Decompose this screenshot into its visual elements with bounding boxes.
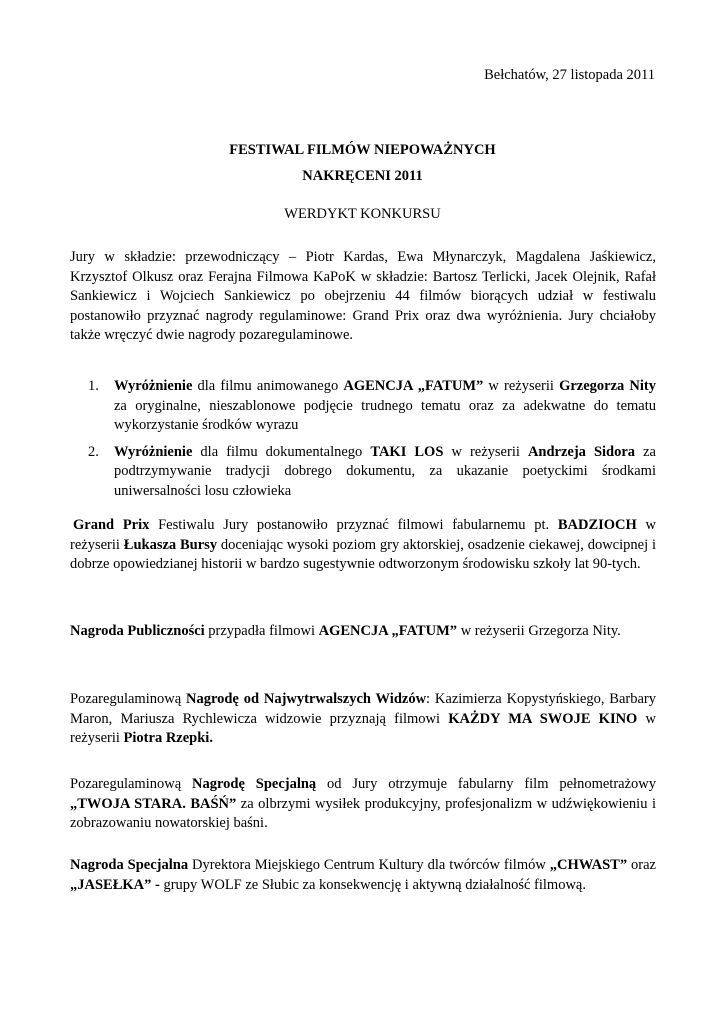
grand-prix-paragraph xyxy=(70,516,656,575)
festival-title: FESTIWAL FILMÓW NIEPOWAŻNYCH xyxy=(229,142,496,158)
text-span: w reżyserii Grzegorza Nity. xyxy=(457,623,621,639)
audience-award-paragraph xyxy=(70,622,656,642)
text-span: : Kazimierza Kopystyńskiego, Barbary Maron, Mariusza Rychlewicza widzowie przyznają filmowi xyxy=(70,691,656,727)
text-span: za oryginalne, nieszablonowe podjęcie trudnego tematu oraz za adekwatne do tematu wykorzystanie środków wyrazu xyxy=(114,397,656,433)
award-name: Nagrodę od Najwytrwalszych Widzów xyxy=(185,691,427,707)
text-span: w reżyserii xyxy=(443,443,528,460)
text-span: Pozaregulaminową xyxy=(70,776,192,792)
award-name: Grand Prix xyxy=(73,517,150,533)
award-name: Wyróżnienie xyxy=(114,378,193,394)
text-span: w reżyserii xyxy=(70,710,656,746)
text-span: doceniając wysoki poziom gry aktorskiej, osadzenie ciekawej, dowcipnej i dobrze opowiedzianej historii w bardzo sugestywnie odtworzonym środowisku szkoły lat 90-tych. xyxy=(70,536,656,572)
text-span: Dyrektora Miejskiego Centrum Kultury dla twórców filmów xyxy=(188,857,550,873)
film-title: TAKI LOS xyxy=(370,443,444,460)
text-span: oraz xyxy=(627,857,656,873)
award-name: Nagroda Specjalna xyxy=(70,857,189,873)
award-name: Wyróżnienie xyxy=(114,443,193,460)
film-title: „CHWAST” xyxy=(549,857,628,873)
director-award-paragraph xyxy=(70,856,656,895)
text-span: dla filmu animowanego xyxy=(192,378,344,394)
film-title: „JASEŁKA” - xyxy=(70,876,160,893)
text-span: w reżyserii xyxy=(483,378,560,394)
viewers-award-paragraph xyxy=(70,690,656,749)
list-text xyxy=(114,377,656,436)
list-item xyxy=(88,377,656,436)
list-item xyxy=(88,443,656,502)
film-title: AGENCJA „FATUM” xyxy=(318,623,458,639)
verdict-heading: WERDYKT KONKURSU xyxy=(284,206,441,222)
film-title: AGENCJA „FATUM” xyxy=(343,378,484,394)
text-span: przypadła filmowi xyxy=(204,623,319,639)
distinctions-list xyxy=(88,377,656,501)
list-text xyxy=(114,443,656,502)
text-span: za olbrzymi wysiłek produkcyjny, profesjonalizm w udźwiękowieniu i zobrazowaniu nowatorskiej baśni. xyxy=(70,795,656,831)
award-name: Nagroda Publiczności xyxy=(70,623,205,639)
special-jury-award-paragraph xyxy=(70,775,656,834)
film-title: KAŻDY MA SWOJE KINO xyxy=(448,710,638,727)
director-name: Andrzeja Sidora xyxy=(527,443,636,460)
jury-intro: Jury w składzie: przewodniczący – Piotr Kardas, Ewa Młynarczyk, Magdalena Jaśkiewicz, Krzysztof Olkusz oraz Ferajna Filmowa KaPoK w składzie: Bartosz Terlicki, Jacek Olejnik, Rafał Sankiewicz i Wojciech Sankiewicz po obejrzeniu 44 filmów biorących udział w festiwalu postanowiło przyznać nagrody regulaminowe: Grand Prix oraz dwa wyróżnienia. Jury chciałoby także wręczyć dwie nagrody pozaregulaminowe. xyxy=(70,249,656,343)
date-line: Bełchatów, 27 listopada 2011 xyxy=(484,67,655,83)
text-span: Pozaregulaminową xyxy=(70,691,186,707)
film-title: BADZIOCH xyxy=(557,517,637,533)
text-span: grupy WOLF ze Słubic za konsekwencję i aktywną działalność filmową. xyxy=(159,876,586,893)
text-span: w reżyserii xyxy=(70,517,656,553)
text-span: dla filmu dokumentalnego xyxy=(192,443,371,460)
text-span: Festiwalu Jury postanowiło przyznać filmowi fabularnemu pt. xyxy=(149,517,558,533)
film-title: „TWOJA STARA. BAŚŃ” xyxy=(70,795,237,812)
award-name: Nagrodę Specjalną xyxy=(192,776,317,792)
text-span: od Jury otrzymuje fabularny film pełnometrażowy xyxy=(316,776,656,792)
director-name: Piotra Rzepki. xyxy=(123,730,213,746)
list-number: 2. xyxy=(88,443,99,460)
list-number: 1. xyxy=(88,378,99,394)
director-name: Grzegorza Nity xyxy=(559,378,656,394)
director-name: Łukasza Bursy xyxy=(123,536,218,553)
festival-edition: NAKRĘCENI 2011 xyxy=(302,168,423,184)
text-span: za podtrzymywanie tradycji dobrego dokumentu, za ukazanie poetyckimi środkami uniwersalności losu człowieka xyxy=(114,443,656,499)
